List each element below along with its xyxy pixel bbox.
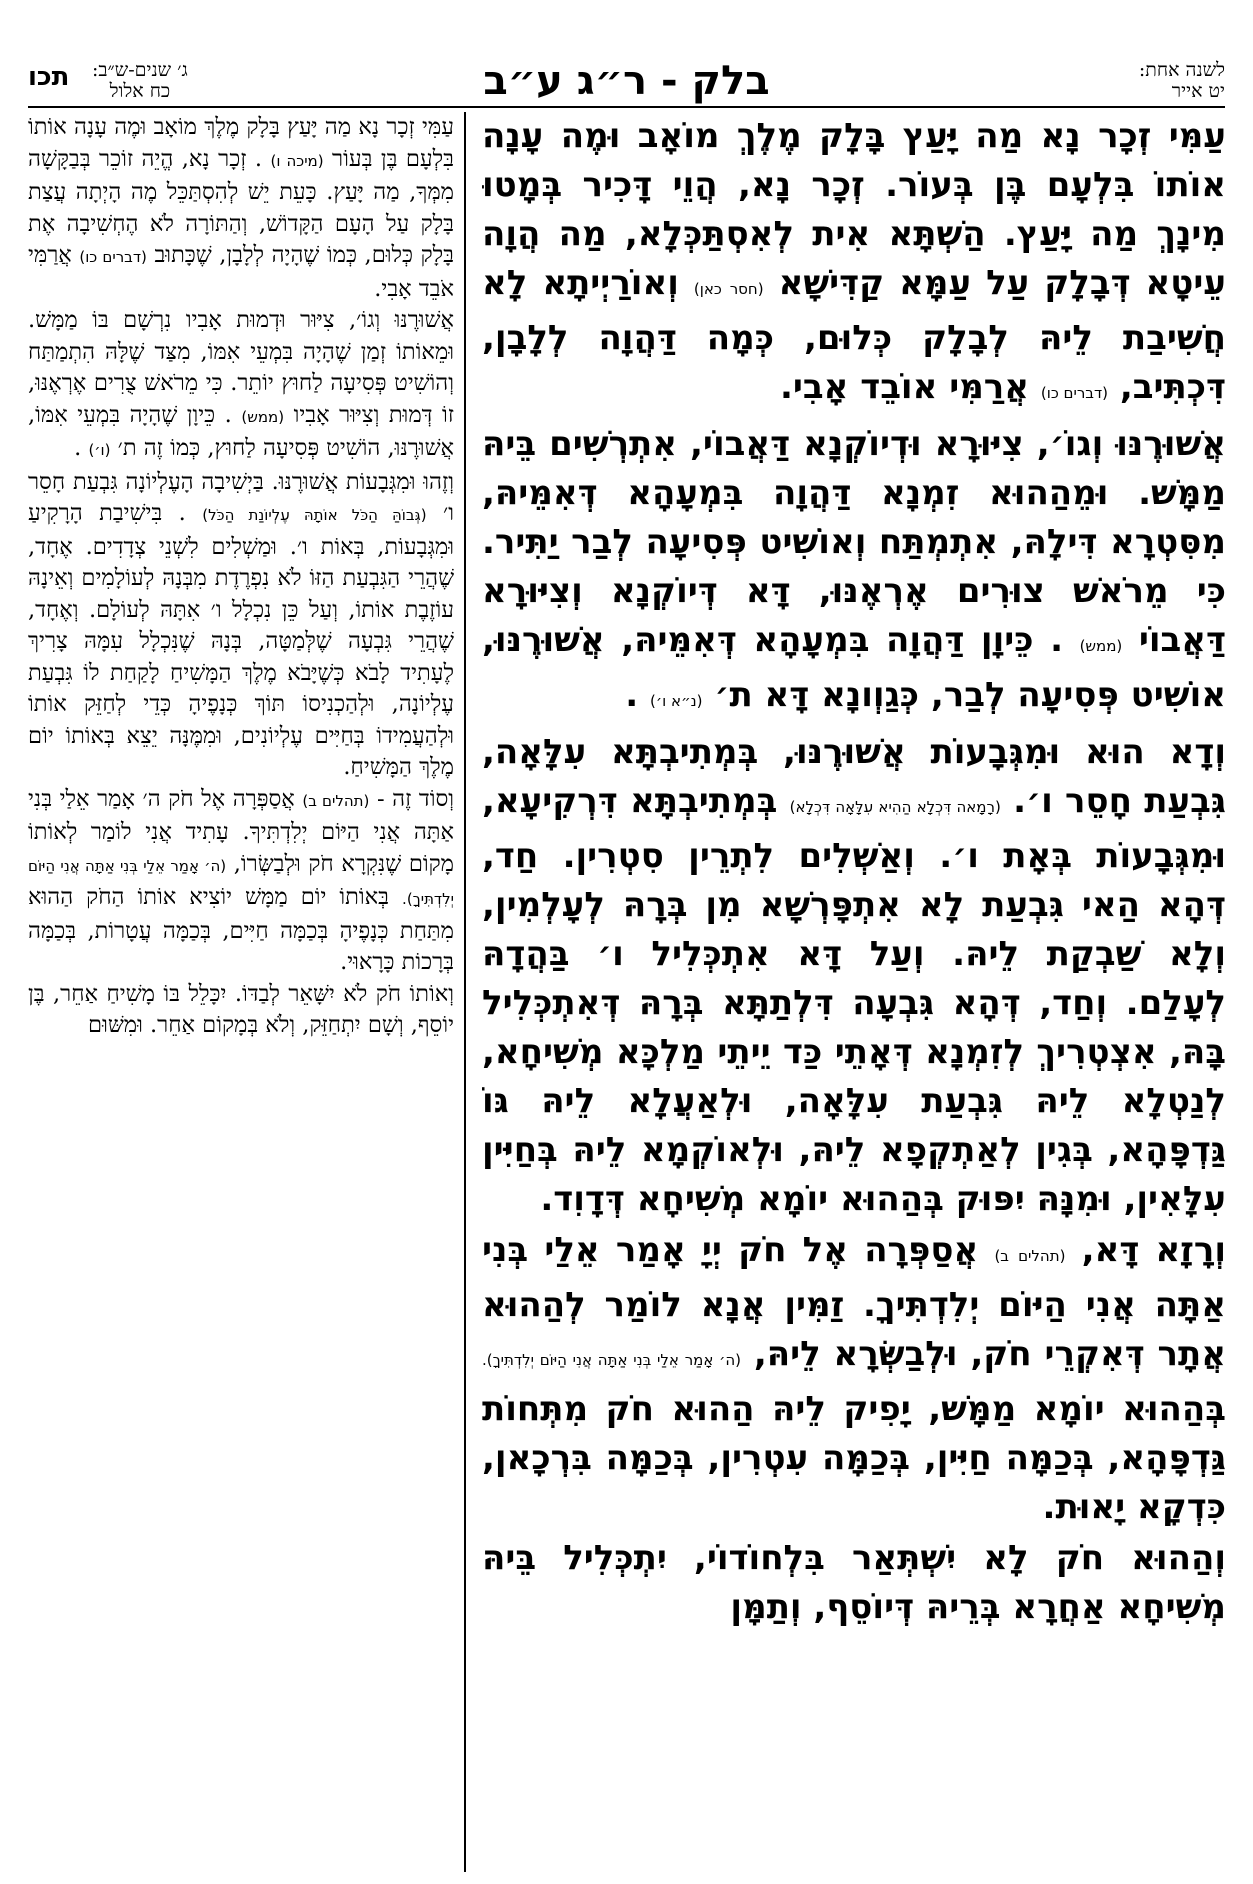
source-citation: (דברים כו) xyxy=(1040,384,1109,402)
translation-text: . xyxy=(74,435,82,461)
translation-text: עַמִּי זְכָר נָא מַה יָּעַץ בָּלָק מֶלֶךְ מוֹאָב וּמֶה עָנָה אוֹתוֹ בִּלְעָם בֶּן בְּעוֹר xyxy=(28,114,454,172)
translation-text: וְזֶהוּ וּמִגְּבָעוֹת אֲשׁוּרֶנּוּ. בַּיְשִׁיבָה הָעֶלְיוֹנָה גִּבְעַת חָסֵר ו׳ xyxy=(28,468,454,526)
source-citation: (ו׳) xyxy=(88,441,111,459)
main-text: . xyxy=(625,675,639,715)
translation-paragraph xyxy=(28,305,454,467)
header-rule xyxy=(28,106,1225,108)
translation-text: . זְכָר נָא, הֱיֵה זוֹכֵר בְּבַקָּשָׁה מִמְּךָ, מַה יָּעַץ. כָּעֵת יֵשׁ לְהִסְתַּכֵּל מֶה הָיְתָה עֲצַת בָּלָק עַל הָעָם הַקָּדוֹשׁ, וְהַתּוֹרָה לֹא הֶחְשִׁיבָה אֶת בָּלָק כְּלוּם, כְּמוֹ שֶׁהָיָה לְלָבָן, שֶׁכָּתוּב xyxy=(28,145,454,268)
main-text: וְאוֹרַיְיתָא לָא חֲשִׁיבַת לֵיהּ לְבָלָק כְּלוּם, כְּמָה דַּהֲוָה לְלָבָן, דִּכְתִּיב, xyxy=(482,263,1226,407)
page-title: בלק - ר״ג ע״ב xyxy=(483,58,770,104)
translation-text: בְּאוֹתוֹ יוֹם מַמָּשׁ יוֹצִיא אוֹתוֹ הַחֹק הַהוּא מִתַּחַת כְּנָפֶיהָ בְּכַמָּה חַיִּים, בְּכַמָּה עֲטָרוֹת, בְּכַמָּה בְּרָכוֹת כָּרָאוּי. xyxy=(28,884,454,975)
source-citation: (רָמָאה דִּכְלָא הַהִיא עִלָּאָה דִּכְלָא) xyxy=(789,798,1001,816)
main-text: בְּהַהוּא יוֹמָא מַמָּשׁ, יָפִיק לֵיהּ הַהוּא חֹק מִתְּחוֹת גַּדְפָּהָא, בְּכַמָּה חַיִּין, בְּכַמָּה עִטְרִין, בְּכַמָּה בִּרְכָאן, כִּדְקָא יָאוּת. xyxy=(482,1389,1226,1527)
schedule-one-year-date: יט אייר xyxy=(1171,80,1225,102)
translation-text: אֲרַמִּי אֹבֵד אָבִי. xyxy=(28,242,454,302)
main-paragraph xyxy=(482,112,1226,418)
translation-text: אֲשׁוּרֶנּוּ וְגוֹ׳, צִיּוּר וּדְמוּת אָבִיו נִרְשָׁם בּוֹ מַמָּשׁ. וּמֵאוֹתוֹ זְמַן שֶׁהָיָה בִּמְעֵי אִמּוֹ, מִצַּד שֶׁלָּהּ הִתְמַתַּח וְהוֹשִׁיט פְּסִיעָה לַחוּץ יוֹתֵר. כִּי מֵרֹאשׁ צֻרִים אֶרְאֶנּוּ, זוֹ דְּמוּת וְצִיּוּר אָבִיו xyxy=(28,307,454,428)
source-citation: (ה׳ אָמַר אֵלַי בְּנִי אַתָּה אֲנִי הַיּוֹם יְלִדְתִּיךָ). xyxy=(28,856,454,908)
main-text: אֲשׁוּרֶנּוּ וְגוֹ׳, צִיּוּרָא וּדְיוֹקְנָא דַּאֲבוֹי, אִתְרְשִׁים בֵּיהּ מַמָּשׁ. וּמֵהַהוּא זִמְנָא דַּהֲוָה בִּמְעָהָא דְּאִמֵּיהּ, מִסִּטְרָא דִּילָהּ, אִתְמְתַּח וְאוֹשִׁיט פְּסִיעָה לְבַר יַתִּיר. כִּי מֵרֹאשׁ צוּרִים אֶרְאֶנּוּ, דָּא דְּיוֹקְנָא וְצִיּוּרָא דַּאֲבוֹי xyxy=(482,424,1226,660)
main-column-aramaic xyxy=(482,112,1226,1872)
source-citation: (חסר כאן) xyxy=(693,280,764,298)
translation-paragraph xyxy=(28,467,454,784)
main-paragraph xyxy=(482,1226,1226,1532)
source-citation: (ממש) xyxy=(241,407,285,426)
translation-text: וְסוֹד זֶה - xyxy=(376,785,454,812)
main-text: וְרָזָא דָּא, xyxy=(1081,1230,1226,1270)
source-citation: (ה׳ אָמַר אֵלַי בְּנִי אַתָּה אֲנִי הַיּוֹם יְלִדְתִּיךָ). xyxy=(482,1351,742,1369)
main-text: וְדָא הוּא וּמִגְּבָעוֹת אֲשׁוּרֶנּוּ, בְּמְתִיבְתָּא עִלָּאָה, גִּבְעַת חָסֵר ו׳. xyxy=(482,732,1226,821)
page-header xyxy=(28,58,1225,104)
source-citation: (ממש) xyxy=(1079,637,1123,655)
main-paragraph xyxy=(482,1534,1226,1632)
translation-text: . כֵּיוָן שֶׁהָיָה בִּמְעֵי אִמּוֹ, אֲשׁוּרֶנּוּ, הוֹשִׁיט פְּסִיעָה לַחוּץ, כְּמוֹ זֶה ת׳ xyxy=(28,401,454,461)
translation-text: . בִּישִׁיבַת הָרָקִיעַ וּמִגְּבָעוֹת, בְּאוֹת ו׳. וּמַשְׁלִים לִשְׁנֵי צְדָדִים. אֶחָד, שֶׁהֲרֵי הַגִּבְעַת הַזּוֹ לֹא נִפְרֶדֶת מִבְּנָהּ לְעוֹלָמִים וְאֵינָהּ עוֹזֶבֶת אוֹתוֹ, וְעַל כֵּן נִכְלָל ו׳ אִתָּהּ לְעוֹלָם. וְאֶחָד, שֶׁהֲרֵי גִּבְעָה שֶׁלְּמַטָּה, בְּנָהּ שֶׁנִּכְלָל עִמָּהּ צָרִיךְ לֶעָתִיד לָבֹא כְּשֶׁיָּבֹא מֶלֶךְ הַמָּשִׁיחַ לָקַחַת לוֹ גִּבְעַת עֶלְיוֹנָה, וּלְהַכְנִיסוֹ תּוֹךְ כְּנָפֶיהָ כְּדֵי לְחַזֵּק אוֹתוֹ וּלְהַעֲמִידוֹ בְּחַיִּים עֶלְיוֹנִים, וּמִמֶּנָּה יֵצֵא בְּאוֹתוֹ יוֹם מֶלֶךְ הַמָּשִׁיחַ. xyxy=(28,500,454,780)
translation-text: וְאוֹתוֹ חֹק לֹא יִשָּׁאֵר לְבַדּוֹ. יִכָּלֵל בּוֹ מָשִׁיחַ אַחֵר, בֶּן יוֹסֵף, וְשָׁם יִתְחַזֵּק, וְלֹא בְּמָקוֹם אַחֵר. וּמִשּׁוּם xyxy=(28,980,454,1038)
source-citation: (נ״א ו׳) xyxy=(650,692,703,710)
schedule-one-year-label: לשנה אחת: xyxy=(1138,59,1225,81)
main-text: אֲסַפְּרָה אֶל חֹק יְיָ אָמַר אֵלַי בְּנִי אַתָּה אֲנִי הַיּוֹם יְלִדְתִּיךָ. זַמִּין אֲנָא לוֹמַר לְהַהוּא אֲתָר דְּאִקְרֵי חֹק, וּלְבַשְּׂרָא לֵיהּ, xyxy=(482,1230,1226,1374)
main-text: בְּמְתִיבְתָּא דִּרְקִיעָא, וּמִגְּבָעוֹת בְּאָת ו׳. וְאַשְׁלִים לִתְרֵין סִטְרִין. חַד, דְּהָא הַאי גִּבְעַת לָא אִתְפָּרְשָׁא מִן בְּרָהּ לְעָלְמִין, וְלָא שַׁבְקַת לֵיהּ. וְעַל דָּא אִתְכְּלִיל ו׳ בַּהֲדָהּ לְעָלַם. וְחַד, דְּהָא גִּבְעָה דִּלְתַתָּא בְּרָהּ דְּאִתְכְּלִיל בָּהּ, אִצְטְרִיךְ לְזִמְנָא דְּאָתֵי כַּד יֵיתֵי מַלְכָּא מְשִׁיחָא, לְנַטְלָא לֵיהּ גִּבְעַת עִלָּאָה, וּלְאַעֲלָא לֵיהּ גּוֹ גַּדְפָּהָא, בְּגִין לְאַתְקְפָא לֵיהּ, וּלְאוֹקְמָא לֵיהּ בְּחַיִּין עִלָּאִין, וּמִנָּהּ יִפּוּק בְּהַהוּא יוֹמָא מְשִׁיחָא דְּדָוִד. xyxy=(482,781,1226,1219)
source-citation: (דברים כו) xyxy=(79,248,147,266)
main-text: עַמִּי זְכָר נָא מַה יָּעַץ בָּלָק מֶלֶךְ מוֹאָב וּמֶה עָנָה אוֹתוֹ בִּלְעָם בֶּן בְּעוֹר. זְכָר נָא, הֲוֵי דָּכִיר בְּמָטוּ מִינָךְ מַה יָּעַץ. הַשְׁתָּא אִית לְאִסְתַּכְּלָא, מַה הֲוָה עֵיטָא דְּבָלָק עַל עַמָּא קַדִּישָׁא xyxy=(482,116,1226,303)
main-text: אֲרַמִּי אוֹבֵד אָבִי. xyxy=(779,367,1030,407)
translation-paragraph xyxy=(28,979,454,1042)
main-text: . כֵּיוָן דַּהֲוָה בִּמְעָהָא דְּאִמֵּיהּ, אֲשׁוּרֶנּוּ, אוֹשִׁיט פְּסִיעָה לְבַר, כְּגַוְונָא דָּא ת׳ xyxy=(482,620,1226,715)
main-paragraph xyxy=(482,728,1226,1224)
main-text: וְהַהוּא חֹק לָא יִשְׁתְּאַר בִּלְחוֹדוֹי, יִתְכְּלִיל בֵּיהּ מְשִׁיחָא אַחֲרָא בְּרֵיהּ דְּיוֹסֵף, וְתַמָּן xyxy=(482,1538,1226,1627)
schedule-three-years xyxy=(92,60,188,102)
column-divider xyxy=(464,112,466,1872)
side-column-translation xyxy=(28,112,454,1872)
source-citation: (מיכה ו) xyxy=(270,151,324,170)
main-paragraph xyxy=(482,420,1226,726)
translation-paragraph xyxy=(28,784,454,979)
schedule-three-years-label: ג׳ שנים-ש״ב: xyxy=(92,59,188,81)
source-citation: (תהלים ב) xyxy=(994,1247,1066,1265)
schedule-three-years-date: כח אלול xyxy=(109,80,171,102)
translation-text: אֲסַפְּרָה אֶל חֹק ה׳ אָמַר אֵלַי בְּנִי אַתָּה אֲנִי הַיּוֹם יְלִדְתִּיךָ. עָתִיד אֲנִי לוֹמַר לְאוֹתוֹ מָקוֹם שֶׁנִּקְרָא חֹק וּלְבַשְּׂרוֹ, xyxy=(28,785,454,877)
translation-paragraph xyxy=(28,112,454,305)
source-citation: (תהלים ב) xyxy=(302,791,370,810)
source-citation: (גְּבוֹהַּ הַכֹּל אוֹתָהּ עֶלְיוֹנַת הַכֹּל) xyxy=(202,506,427,524)
page-number: תכו xyxy=(28,62,70,92)
